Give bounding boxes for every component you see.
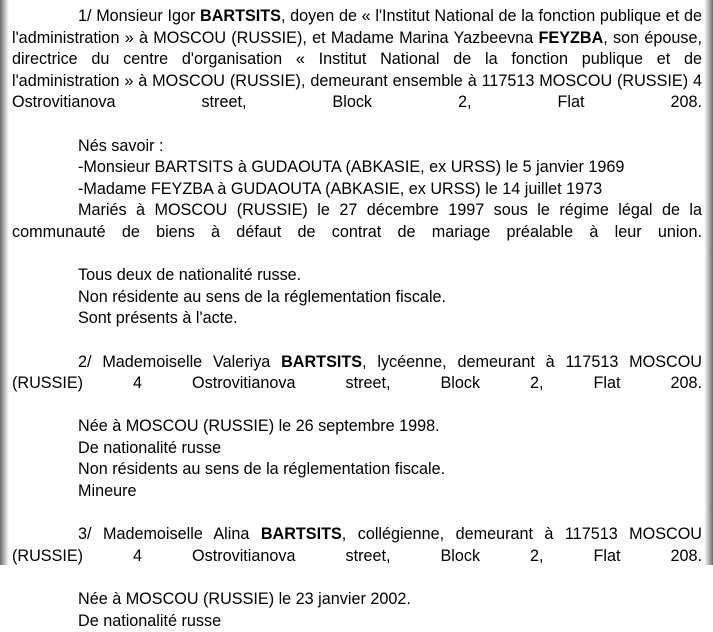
party-3-intro: 3/ Mademoiselle Alina BARTSITS, collégienne, demeurant à 117513 MOSCOU (RUSSIE) 4 Ostrovitianova street, Block 2, Flat 208.: [12, 525, 702, 565]
marriage-statement: Mariés à MOSCOU (RUSSIE) le 27 décembre 1997 sous le régime légal de la communauté de biens à défaut de contrat de mariage préalable à leur union.: [12, 201, 702, 241]
born-heading: Nés savoir :: [78, 136, 164, 155]
party-2-intro: 2/ Mademoiselle Valeriya BARTSITS, lycéenne, demeurant à 117513 MOSCOU (RUSSIE) 4 Ostrovitianova street, Block 2, Flat 208.: [12, 352, 702, 393]
party-1-residence: Non résidente au sens de la réglementation fiscale.: [78, 287, 447, 306]
party-1-surname: BARTSITS: [200, 7, 281, 25]
party-3-nationality: De nationalité russe: [78, 611, 222, 630]
party-3-surname: BARTSITS: [260, 525, 342, 544]
party-2-residence: Non résidents au sens de la réglementation fiscale.: [78, 460, 446, 479]
scan-edge-right: [704, 0, 713, 565]
born-husband: -Monsieur BARTSITS à GUDAOUTA (ABKASIE, ex URSS) le 5 janvier 1969: [78, 158, 625, 177]
party-1-intro: 1/ Monsieur Igor BARTSITS, doyen de « l'Institut National de la fonction publique et de l'administration » à MOSCOU (RUSSIE), et Madame Marina Yazbeevna FEYZBA, son épouse, directrice du centre d'organisation « Institut National de la fonction publique et de l'administration » à MOSCOU (RUSSIE), demeurant ensemble à 117513 MOSCOU (RUSSIE) 4 Ostrovitianova street, Block 2, Flat 208.: [12, 7, 702, 112]
party-1-present: Sont présents à l'acte.: [78, 309, 238, 328]
party-2-surname: BARTSITS: [281, 352, 363, 371]
party-1-spouse-surname: FEYZBA: [538, 28, 604, 47]
born-wife: -Madame FEYZBA à GUDAOUTA (ABKASIE, ex URSS) le 14 juillet 1973: [78, 179, 603, 198]
party-2-status: Mineure: [78, 482, 137, 501]
party-1-nationality: Tous deux de nationalité russe.: [78, 266, 302, 285]
document-body: [12, 6, 702, 632]
party-3-born: Née à MOSCOU (RUSSIE) le 23 janvier 2002.: [78, 590, 411, 609]
section-gap: [12, 503, 702, 525]
scan-edge-left: [0, 0, 9, 565]
party-2-nationality: De nationalité russe: [78, 438, 222, 457]
section-gap: [12, 330, 702, 352]
party-2-born: Née à MOSCOU (RUSSIE) le 26 septembre 1998.: [78, 417, 440, 436]
